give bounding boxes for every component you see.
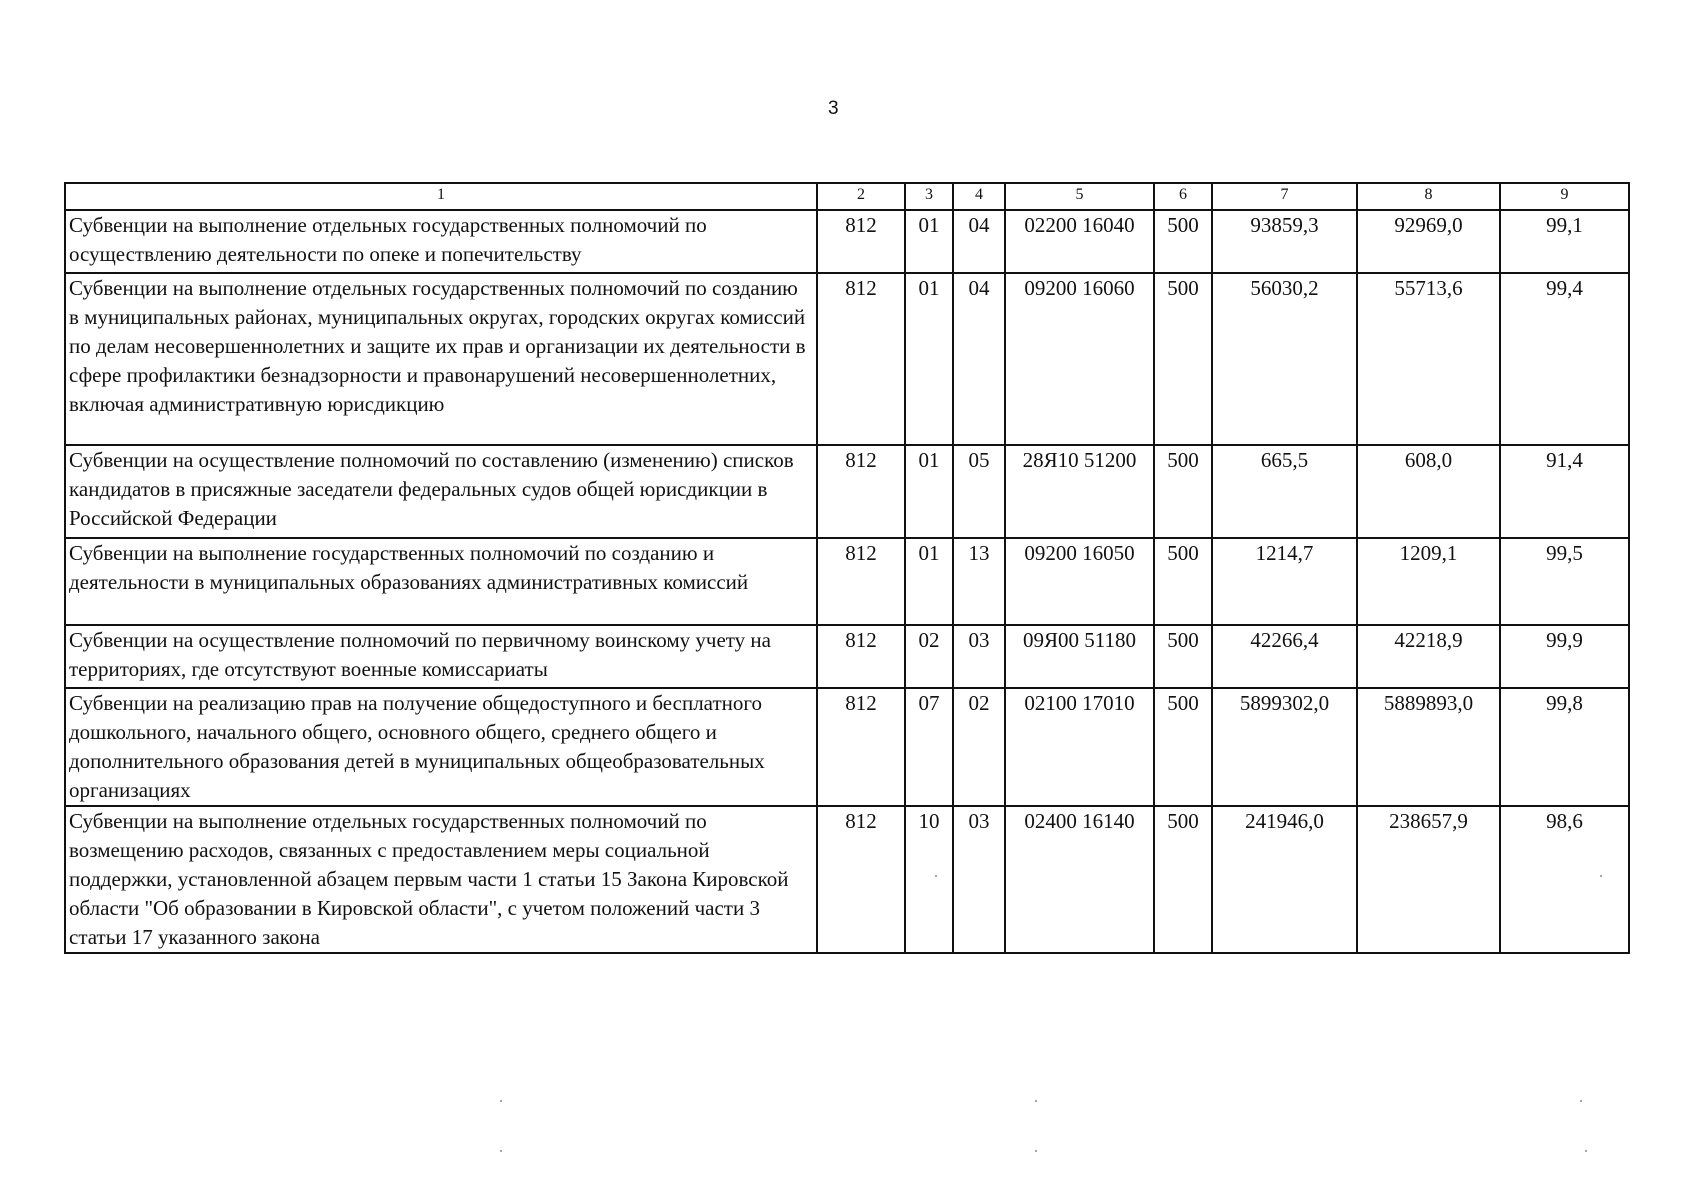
- header-cell-7: 7: [1212, 183, 1357, 210]
- cell-col3: 01: [905, 273, 953, 445]
- cell-col7: 5899302,0: [1212, 688, 1357, 806]
- header-cell-4: 4: [953, 183, 1005, 210]
- scan-speck: [1580, 1100, 1582, 1102]
- row-description: Субвенции на выполнение отдельных государственных полномочий по возмещению расходов, связанных с предоставлением меры социальной поддержки, установленной абзацем первым части 1 статьи 15 Закона Кировской области "Об образовании в Кировской области", с учетом положений части 3 статьи 17 указанного закона: [65, 806, 817, 953]
- cell-col8: 42218,9: [1357, 625, 1500, 688]
- budget-table: [64, 182, 1630, 954]
- cell-col4: 03: [953, 625, 1005, 688]
- table-row: [65, 538, 1629, 625]
- header-cell-9: 9: [1500, 183, 1629, 210]
- cell-col3: 01: [905, 210, 953, 273]
- cell-col6: 500: [1154, 806, 1212, 953]
- row-description: Субвенции на выполнение отдельных государственных полномочий по осуществлению деятельности по опеке и попечительству: [65, 210, 817, 273]
- cell-col7: 42266,4: [1212, 625, 1357, 688]
- cell-col9: 99,4: [1500, 273, 1629, 445]
- cell-col3: 07: [905, 688, 953, 806]
- cell-col7: 93859,3: [1212, 210, 1357, 273]
- table-header: [65, 183, 1629, 210]
- cell-col6: 500: [1154, 625, 1212, 688]
- table-row: [65, 806, 1629, 953]
- header-cell-3: 3: [905, 183, 953, 210]
- cell-col8: 1209,1: [1357, 538, 1500, 625]
- scan-speck: [500, 1150, 502, 1152]
- cell-col2: 812: [817, 625, 905, 688]
- table-row: [65, 688, 1629, 806]
- cell-col2: 812: [817, 210, 905, 273]
- scan-speck: [1035, 1100, 1037, 1102]
- cell-col3: 01: [905, 538, 953, 625]
- header-cell-5: 5: [1005, 183, 1154, 210]
- cell-col2: 812: [817, 445, 905, 538]
- row-description: Субвенции на осуществление полномочий по первичному воинскому учету на территориях, где отсутствуют военные комиссариаты: [65, 625, 817, 688]
- cell-col9: 99,9: [1500, 625, 1629, 688]
- cell-col6: 500: [1154, 538, 1212, 625]
- cell-col9: 91,4: [1500, 445, 1629, 538]
- cell-col4: 04: [953, 210, 1005, 273]
- cell-col7: 241946,0: [1212, 806, 1357, 953]
- cell-col7: 665,5: [1212, 445, 1357, 538]
- cell-col9: 99,5: [1500, 538, 1629, 625]
- cell-col4: 03: [953, 806, 1005, 953]
- cell-col8: 5889893,0: [1357, 688, 1500, 806]
- cell-col2: 812: [817, 688, 905, 806]
- scan-speck: [935, 875, 937, 877]
- row-description: Субвенции на выполнение отдельных государственных полномочий по созданию в муниципальных районах, муниципальных округах, городских округах комиссий по делам несовершеннолетних и защите их прав и организации их деятельности в сфере профилактики безнадзорности и правонарушений несовершеннолетних, включая административную юрисдикцию: [65, 273, 817, 445]
- header-cell-2: 2: [817, 183, 905, 210]
- cell-col2: 812: [817, 806, 905, 953]
- cell-col5: 09200 16060: [1005, 273, 1154, 445]
- cell-col2: 812: [817, 538, 905, 625]
- page-number: 3: [828, 98, 839, 119]
- row-description: Субвенции на выполнение государственных полномочий по созданию и деятельности в муниципальных образованиях административных комиссий: [65, 538, 817, 625]
- scan-speck: [1035, 1150, 1037, 1152]
- cell-col8: 92969,0: [1357, 210, 1500, 273]
- cell-col6: 500: [1154, 445, 1212, 538]
- cell-col9: 99,1: [1500, 210, 1629, 273]
- scan-speck: [500, 1100, 502, 1102]
- cell-col4: 04: [953, 273, 1005, 445]
- cell-col8: 608,0: [1357, 445, 1500, 538]
- table-row: [65, 210, 1629, 273]
- cell-col6: 500: [1154, 688, 1212, 806]
- cell-col8: 238657,9: [1357, 806, 1500, 953]
- cell-col7: 1214,7: [1212, 538, 1357, 625]
- cell-col8: 55713,6: [1357, 273, 1500, 445]
- table-row: [65, 625, 1629, 688]
- scan-speck: [1600, 875, 1602, 877]
- table-row: [65, 273, 1629, 445]
- cell-col4: 05: [953, 445, 1005, 538]
- cell-col3: 01: [905, 445, 953, 538]
- cell-col5: 02400 16140: [1005, 806, 1154, 953]
- cell-col5: 02100 17010: [1005, 688, 1154, 806]
- table-row: [65, 445, 1629, 538]
- cell-col6: 500: [1154, 273, 1212, 445]
- cell-col2: 812: [817, 273, 905, 445]
- row-description: Субвенции на реализацию прав на получение общедоступного и бесплатного дошкольного, начального общего, основного общего, среднего общего и дополнительного образования детей в муниципальных общеобразовательных организациях: [65, 688, 817, 806]
- cell-col5: 28Я10 51200: [1005, 445, 1154, 538]
- row-description: Субвенции на осуществление полномочий по составлению (изменению) списков кандидатов в присяжные заседатели федеральных судов общей юрисдикции в Российской Федерации: [65, 445, 817, 538]
- header-cell-8: 8: [1357, 183, 1500, 210]
- cell-col4: 02: [953, 688, 1005, 806]
- cell-col3: 10: [905, 806, 953, 953]
- cell-col9: 98,6: [1500, 806, 1629, 953]
- cell-col4: 13: [953, 538, 1005, 625]
- cell-col5: 09200 16050: [1005, 538, 1154, 625]
- cell-col6: 500: [1154, 210, 1212, 273]
- cell-col9: 99,8: [1500, 688, 1629, 806]
- cell-col5: 09Я00 51180: [1005, 625, 1154, 688]
- scan-speck: [1585, 1150, 1587, 1152]
- header-cell-6: 6: [1154, 183, 1212, 210]
- header-cell-1: 1: [65, 183, 817, 210]
- cell-col3: 02: [905, 625, 953, 688]
- cell-col7: 56030,2: [1212, 273, 1357, 445]
- cell-col5: 02200 16040: [1005, 210, 1154, 273]
